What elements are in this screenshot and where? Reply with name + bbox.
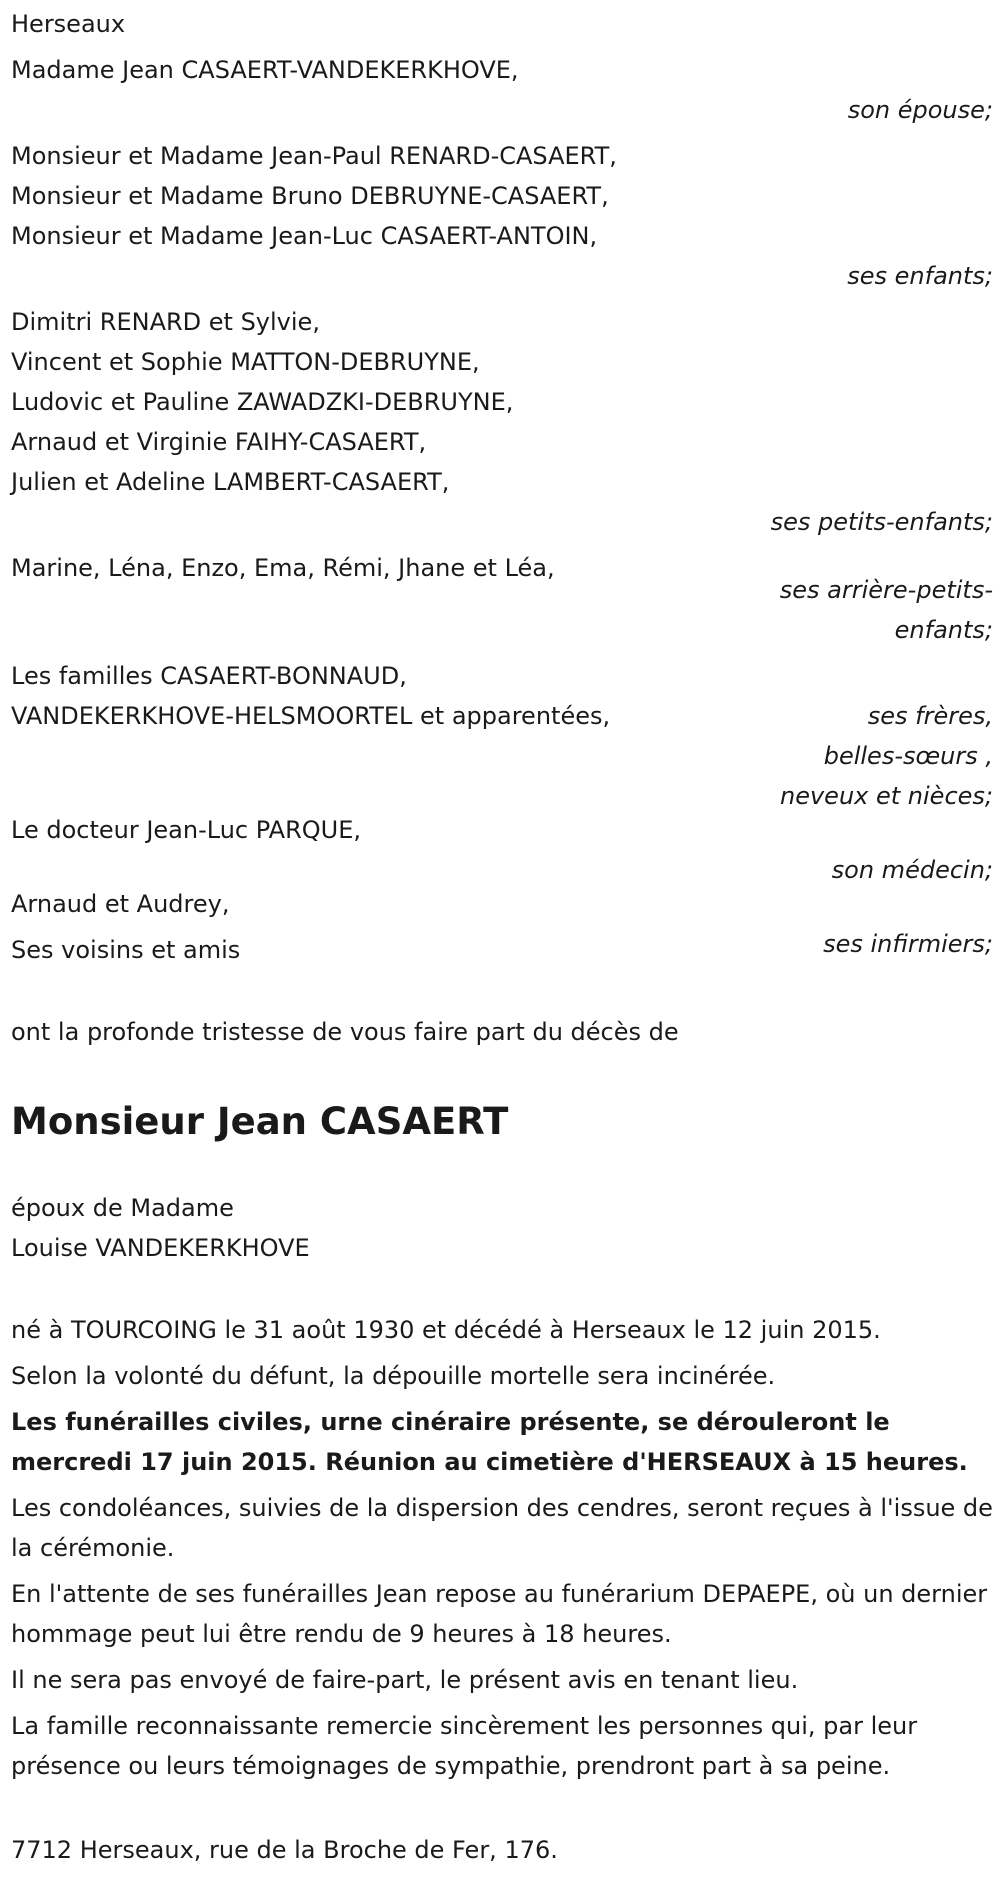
family-name-line: Les familles CASAERT-BONNAUD, <box>11 662 407 690</box>
thanks-paragraph: La famille reconnaissante remercie sincèrement les personnes qui, par leur présence ou leurs témoignages de sympathie, prendront part à sa peine. <box>11 1712 918 1780</box>
family-role-label: ses petits-enfants; <box>770 508 993 536</box>
announcement: ont la profonde tristesse de vous faire part du décès de <box>11 1018 679 1046</box>
family-name-line: Ludovic et Pauline ZAWADZKI-DEBRUYNE, <box>11 388 514 416</box>
condolences-paragraph: Les condoléances, suivies de la dispersion des cendres, seront reçues à l'issue de la cérémonie. <box>11 1494 993 1562</box>
family-names <box>11 136 617 256</box>
family-role-label: ses arrière-petits- <box>779 576 993 604</box>
family-name-line: Julien et Adeline LAMBERT-CASAERT, <box>11 468 450 496</box>
family-group-great-grandchildren <box>11 548 993 650</box>
funeral-details-paragraph: Les funérailles civiles, urne cinéraire présente, se dérouleront le mercredi 17 juin 2015. Réunion au cimetière d'HERSEAUX à 15 heures. <box>11 1408 968 1476</box>
family-name-line: VANDEKERKHOVE-HELSMOORTEL et apparentées, <box>11 702 611 730</box>
family-role-label: son épouse; <box>847 96 993 124</box>
family-role <box>847 136 993 296</box>
friends-line: Ses voisins et amis <box>11 936 241 964</box>
address: 7712 Herseaux, rue de la Broche de Fer, 176. <box>11 1836 558 1864</box>
family-role-label: ses frères, <box>867 702 993 730</box>
cremation-paragraph: Selon la volonté du défunt, la dépouille mortelle sera incinérée. <box>11 1362 776 1390</box>
family-role-label: ses enfants; <box>847 262 993 290</box>
no-announcement-paragraph: Il ne sera pas envoyé de faire-part, le présent avis en tenant lieu. <box>11 1666 799 1694</box>
family-name-line: Arnaud et Virginie FAIHY-CASAERT, <box>11 428 427 456</box>
funerarium-paragraph: En l'attente de ses funérailles Jean repose au funérarium DEPAEPE, où un dernier hommage peut lui être rendu de 9 heures à 18 heures. <box>11 1580 988 1648</box>
deceased-name: Monsieur Jean CASAERT <box>11 1100 509 1143</box>
family-name-line: Monsieur et Madame Jean-Luc CASAERT-ANTOIN, <box>11 222 598 250</box>
family-role <box>823 856 993 964</box>
family-names <box>11 730 361 850</box>
spouse-line: Louise VANDEKERKHOVE <box>11 1234 310 1262</box>
family-name-line: Dimitri RENARD et Sylvie, <box>11 308 320 336</box>
family-group-spouse <box>11 50 993 130</box>
birth-death-paragraph: né à TOURCOING le 31 août 1930 et décédé à Herseaux le 12 juin 2015. <box>11 1316 881 1344</box>
family-group-grandchildren <box>11 302 993 542</box>
family-name-line: Monsieur et Madame Bruno DEBRUYNE-CASAERT, <box>11 182 609 210</box>
family-name-line: Le docteur Jean-Luc PARQUE, <box>11 816 362 844</box>
family-role <box>771 302 993 542</box>
family-role-label: neveux et nièces; <box>780 782 993 810</box>
family-names <box>11 302 513 502</box>
family-name-line: Arnaud et Audrey, <box>11 890 230 918</box>
locality: Herseaux <box>11 10 126 38</box>
family-role-label: son médecin; <box>831 856 993 884</box>
family-name-line: Vincent et Sophie MATTON-DEBRUYNE, <box>11 348 480 376</box>
family-role-label: enfants; <box>894 616 993 644</box>
family-role <box>848 50 993 130</box>
family-role-label: ses infirmiers; <box>823 930 993 958</box>
family-names <box>11 856 229 924</box>
family-name-line: Marine, Léna, Enzo, Ema, Rémi, Jhane et Léa, <box>11 554 555 582</box>
spouse-line: époux de Madame <box>11 1194 234 1222</box>
family-role-label: belles-sœurs , <box>823 742 993 770</box>
family-name-line: Monsieur et Madame Jean-Paul RENARD-CASAERT, <box>11 142 617 170</box>
family-names <box>11 50 519 90</box>
family-role <box>780 548 993 650</box>
family-name-line: Madame Jean CASAERT-VANDEKERKHOVE, <box>11 56 519 84</box>
family-names <box>11 656 610 736</box>
family-group-children <box>11 136 993 296</box>
family-names <box>11 548 555 588</box>
